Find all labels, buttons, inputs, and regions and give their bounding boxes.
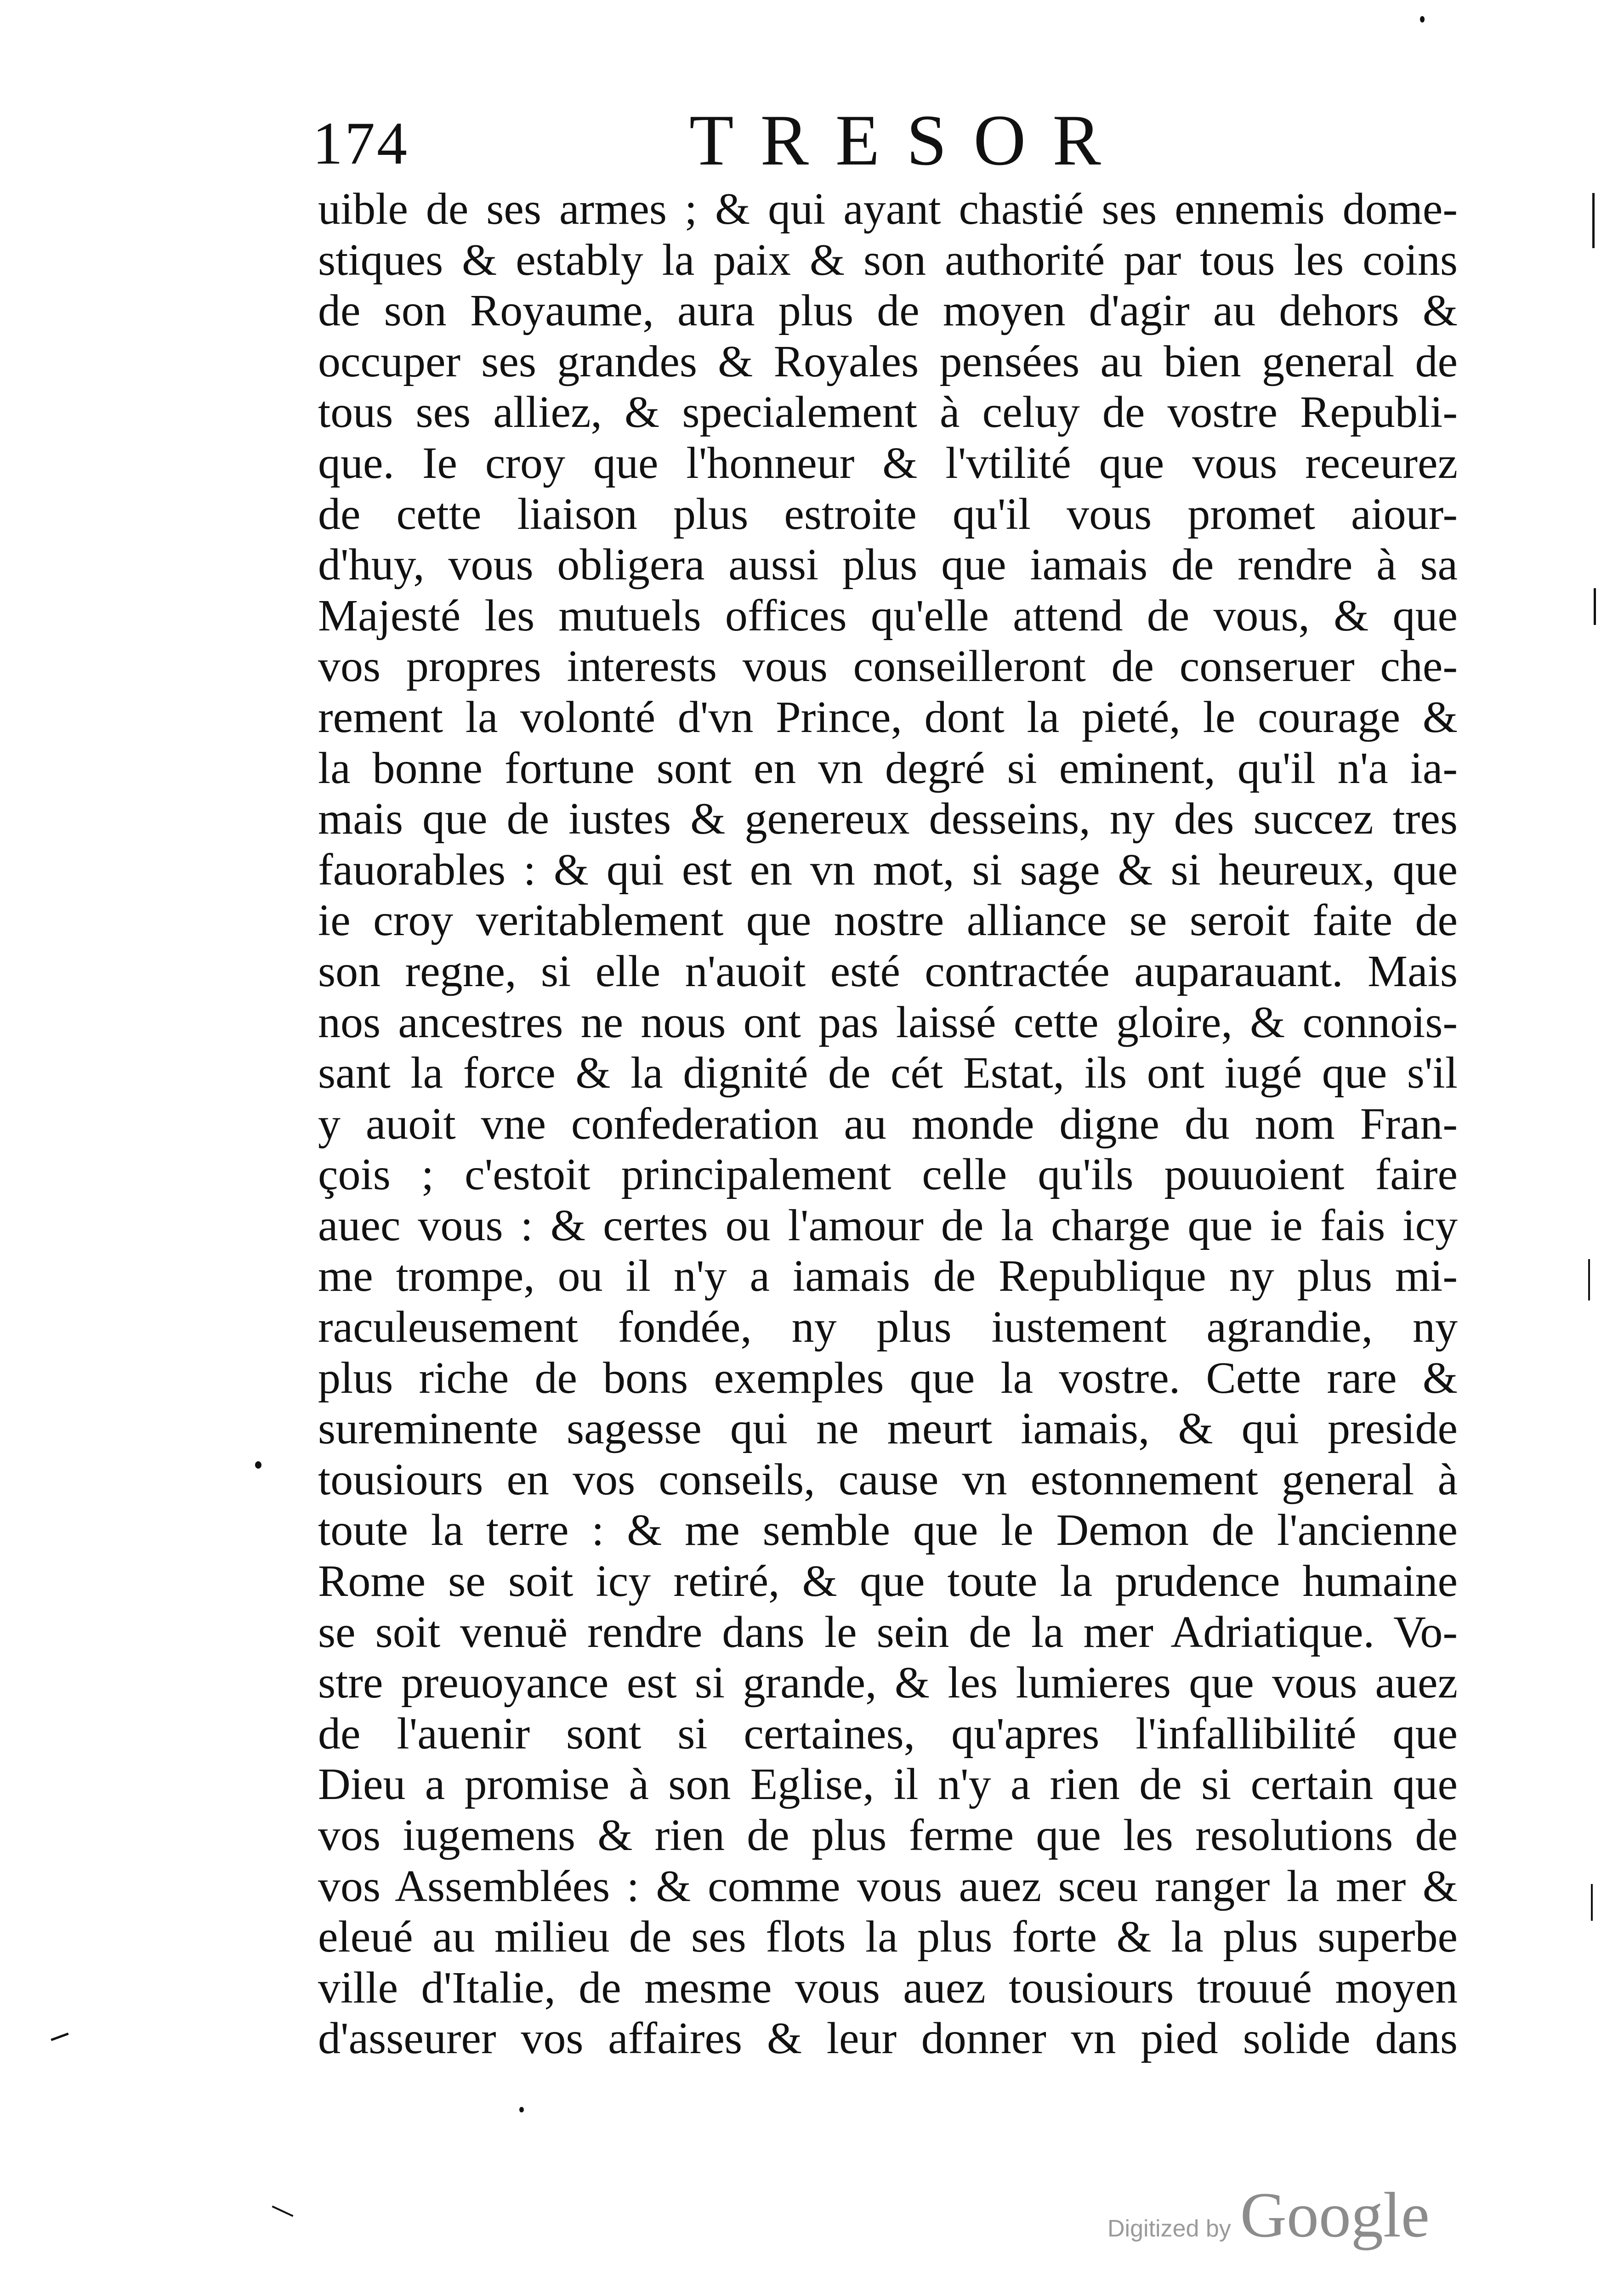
digitization-watermark [1107,2178,1430,2252]
text-line: uible de ses armes ; & qui ayant chastié ses ennemis dome- [318,184,1458,234]
watermark-prefix: Digitized by [1107,2215,1231,2242]
text-line: plus riche de bons exemples que la vostre. Cette rare & [318,1353,1458,1403]
text-line: Rome se soit icy retiré, & que toute la prudence humaine [318,1556,1458,1606]
text-line: raculeusement fondée, ny plus iustement agrandie, ny [318,1302,1458,1352]
text-line: stiques & estably la paix & son authorité par tous les coins [318,235,1458,285]
text-line: auec vous : & certes ou l'amour de la charge que ie fais icy [318,1200,1458,1250]
text-line: rement la volonté d'vn Prince, dont la pieté, le courage & [318,692,1458,742]
text-line: la bonne fortune sont en vn degré si eminent, qu'il n'a ia- [318,743,1458,793]
text-line: ie croy veritablement que nostre alliance se seroit faite de [318,896,1458,946]
text-line: Majesté les mutuels offices qu'elle attend de vous, & que [318,590,1458,641]
text-line: ville d'Italie, de mesme vous auez tousiours trouué moyen [318,1963,1458,2013]
text-line: vos Assemblées : & comme vous auez sceu ranger la mer & [318,1861,1458,1911]
text-line: que. Ie croy que l'honneur & l'vtilité que vous receurez [318,438,1458,488]
text-line: eleué au milieu de ses flots la plus forte & la plus superbe [318,1912,1458,1962]
text-line: occuper ses grandes & Royales pensées au bien general de [318,336,1458,386]
text-line: sant la force & la dignité de cét Estat, ils ont iugé que s'il [318,1048,1458,1098]
text-line: de l'auenir sont si certaines, qu'apres l'infallibilité que [318,1708,1458,1759]
text-line: se soit venuë rendre dans le sein de la mer Adriatique. Vo- [318,1607,1458,1657]
margin-mark [1594,588,1596,625]
text-line: nos ancestres ne nous ont pas laissé cette gloire, & connois- [318,997,1458,1047]
text-line: d'huy, vous obligera aussi plus que iamais de rendre à sa [318,540,1458,590]
margin-mark [51,2032,68,2041]
text-line: son regne, si elle n'auoit esté contractée auparauant. Mais [318,946,1458,996]
scan-speck [1420,16,1425,23]
page-header [312,99,1323,186]
text-line: vos propres interests vous conseilleront de conseruer che- [318,641,1458,692]
running-head: TRESOR [689,100,1128,181]
text-line: de son Royaume, aura plus de moyen d'agir au dehors & [318,286,1458,336]
margin-mark [1591,1884,1593,1921]
text-line: Dieu a promise à son Eglise, il n'y a rien de si certain que [318,1759,1458,1810]
text-line: çois ; c'estoit principalement celle qu'ils pouuoient faire [318,1150,1458,1200]
text-line: toute la terre : & me semble que le Demon de l'ancienne [318,1505,1458,1555]
margin-mark [1592,193,1595,248]
text-line: tous ses alliez, & specialement à celuy de vostre Republi- [318,387,1458,437]
text-line: tousiours en vos conseils, cause vn estonnement general à [318,1454,1458,1504]
scan-speck [255,1461,261,1469]
watermark-logo: Google [1240,2179,1430,2251]
body-text [318,184,1458,2064]
text-line: d'asseurer vos affaires & leur donner vn pied solide dans [318,2014,1458,2064]
text-line: de cette liaison plus estroite qu'il vous promet aiour- [318,489,1458,539]
page-number: 174 [312,109,409,177]
margin-mark [1588,1259,1590,1300]
text-line: sureminente sagesse qui ne meurt iamais, & qui preside [318,1404,1458,1454]
scan-speck [519,2107,524,2112]
text-line: me trompe, ou il n'y a iamais de Republique ny plus mi- [318,1251,1458,1301]
text-line: mais que de iustes & genereux desseins, ny des succez tres [318,794,1458,844]
text-line: y auoit vne confederation au monde digne du nom Fran- [318,1099,1458,1149]
text-line: stre preuoyance est si grande, & les lumieres que vous auez [318,1658,1458,1708]
text-line: vos iugemens & rien de plus ferme que les resolutions de [318,1811,1458,1860]
text-line: fauorables : & qui est en vn mot, si sage & si heureux, que [318,845,1458,895]
margin-mark [272,2206,293,2217]
